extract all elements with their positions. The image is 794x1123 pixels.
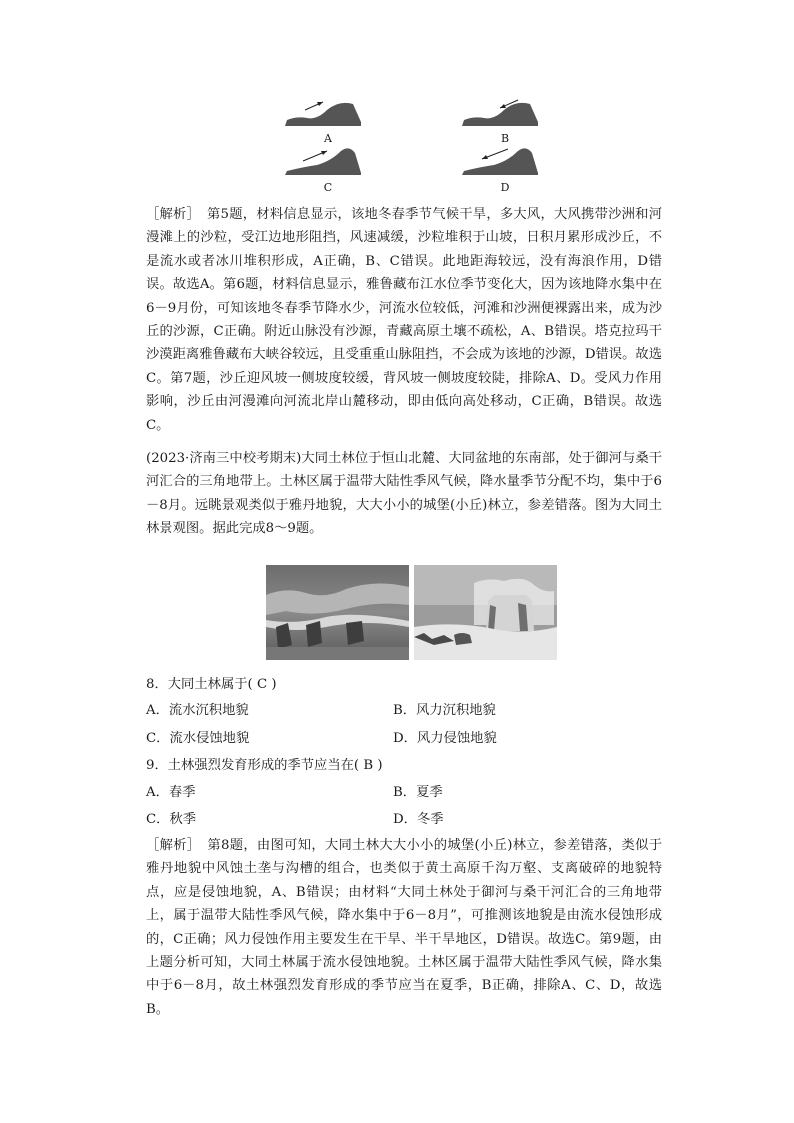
dune-profile-d-icon [460, 145, 540, 179]
question-8-option-b: B．风力沉积地貌 [393, 703, 496, 718]
question-8-stem: 8．大同土林属于( C ) [146, 677, 277, 692]
diagram-c [283, 145, 373, 194]
diagram-a [283, 96, 373, 145]
dune-profile-a-icon [283, 96, 363, 130]
earth-forest-photo-1 [266, 565, 409, 660]
question-9-option-a: A．春季 [146, 785, 196, 800]
diagram-label-a: A [324, 132, 332, 145]
diagram-d [460, 145, 550, 194]
question-8-option-a: A．流水沉积地貌 [146, 703, 249, 718]
dune-diagrams [0, 0, 794, 200]
question-9-option-b: B．夏季 [393, 785, 443, 800]
dune-profile-b-icon [460, 96, 540, 130]
dune-profile-c-icon [283, 145, 363, 179]
question-9-stem: 9．土林强烈发育形成的季节应当在( B ) [146, 758, 383, 773]
analysis-q5-7: ［解析］ 第5题，材料信息显示，该地冬春季节气候干旱，多大风，大风携带沙洲和河漫滩上的沙粒，受江边地形阻挡，风速减缓，沙粒堆积于山坡，日积月累形成沙丘，不是流水或者冰川堆积形成，A正确，B、C错误。此地距海较远，没有海浪作用，D错误。故选A。第6题，材料信息显示，雅鲁藏布江水位季节变化大，因为该地降水集中在6－9月份，可知该地冬春季节降水少，河流水位较低，河滩和沙洲便裸露出来，成为沙丘的沙源，C正确。附近山脉没有沙源，青藏高原土壤不疏松，A、B错误。塔克拉玛干沙漠距离雅鲁藏布大峡谷较远，且受重重山脉阻挡，不会成为该地的沙源，D错误。故选C。第7题，沙丘迎风坡一侧坡度较缓，背风坡一侧坡度较陡，排除A、D。受风力作用影响，沙丘由河漫滩向河流北岸山麓移动，即由低向高处移动，C正确，B错误。故选C。 [146, 207, 662, 433]
earth-forest-photos [266, 565, 557, 660]
question-8-option-c: C．流水侵蚀地貌 [146, 731, 250, 746]
question-9-option-d: D．冬季 [393, 812, 444, 827]
material-q8-9: (2023·济南三中校考期末)大同土林位于恒山北麓、大同盆地的东南部，处于御河与桑干河汇合的三角地带上。土林区属于温带大陆性季风气候，降水量季节分配不均，集中于6－8月。远眺景观类似于雅丹地貌，大大小小的城堡(小丘)林立，参差错落。图为大同土林景观图。据此完成8～9题。 [146, 451, 662, 537]
question-8-option-d: D．风力侵蚀地貌 [393, 731, 497, 746]
earth-forest-photo-2 [414, 565, 557, 660]
diagram-label-c: C [323, 181, 333, 194]
analysis-q8-9: ［解析］ 第8题，由图可知，大同土林大大小小的城堡(小丘)林立，参差错落，类似于雅丹地貌中风蚀土垄与沟槽的组合，也类似于黄土高原千沟万壑、支离破碎的地貌特点，应是侵蚀地貌，A、B错误；由材料“大同土林处于御河与桑干河汇合的三角地带上，属于温带大陆性季风气候，降水集中于6－8月”，可推测该地貌是由流水侵蚀形成的，C正确；风力侵蚀作用主要发生在干旱、半干旱地区，D错误。故选C。第9题，由上题分析可知，大同土林属于流水侵蚀地貌。土林区属于温带大陆性季风气候，降水集中于6－8月，故土林强烈发育形成的季节应当在夏季，B正确，排除A、C、D，故选B。 [146, 838, 662, 1017]
question-9-option-c: C．秋季 [146, 812, 197, 827]
diagram-b [460, 96, 550, 145]
diagram-label-d: D [500, 181, 510, 194]
diagram-label-b: B [500, 132, 510, 145]
